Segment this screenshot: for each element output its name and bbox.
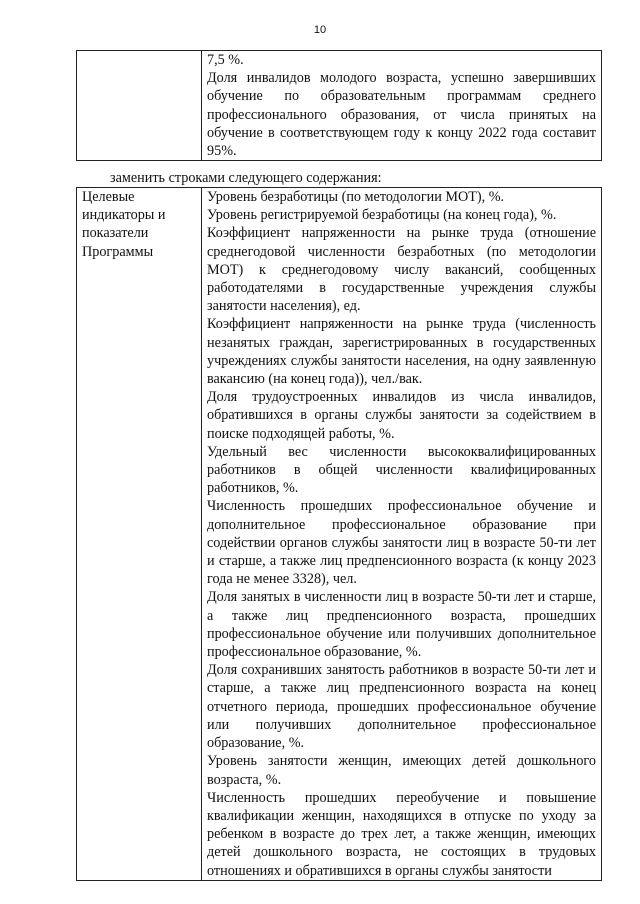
paragraph: 7,5 %.: [207, 52, 244, 68]
table-row: [77, 188, 602, 881]
indicator-item: Уровень безработицы (по методологии МОТ), %.: [207, 189, 505, 205]
indicator-item: Уровень занятости женщин, имеющих детей дошкольного возраста, %.: [207, 753, 596, 788]
table-row: [77, 51, 602, 161]
main-table: [76, 187, 602, 881]
indicator-item: Доля трудоустроенных инвалидов из числа инвалидов, обратившихся в органы службы занятости за содействием в поиске подходящей работы, %.: [207, 389, 596, 442]
page-number: 10: [313, 24, 327, 36]
indicator-item: Численность прошедших профессиональное обучение и дополнительное профессиональное образование при содействии органов службы занятости лиц в возрасте 50-ти лет и старше, а также лиц предпенсионного возраста (к концу 2023 года не менее 3328), чел.: [207, 498, 596, 588]
top-table: [76, 50, 602, 161]
indicator-list-cell: [202, 188, 602, 881]
indicator-item: Коэффициент напряженности на рынке труда (численность незанятых граждан, зарегистрированных в государственных учреждениях службы занятости населения, на одну заявленную вакансию (на конец года)), чел./вак.: [207, 316, 596, 388]
indicator-item: Коэффициент напряженности на рынке труда (отношение среднегодовой численности безработных (по методологии МОТ) к среднегодовому числу вакансий, сообщенных работодателями в государственные учреждения службы занятости населения), ед.: [207, 225, 596, 315]
replace-instruction: заменить строками следующего содержания:: [110, 170, 382, 186]
indicator-item: Доля занятых в численности лиц в возрасте 50-ти лет и старше, а также лиц предпенсионного возраста, прошедших профессиональное обучение или получивших дополнительное профессиональное образование, %.: [207, 589, 596, 661]
indicator-item: Доля сохранивших занятость работников в возрасте 50-ти лет и старше, а также лиц предпенсионного возраста на конец отчетного периода, прошедших профессиональное обучение или получивших дополнительное профессиональное образование, %.: [207, 662, 596, 752]
paragraph: Доля инвалидов молодого возраста, успешно завершивших обучение по образовательным программам среднего профессионального образования, от числа принятых на обучение в соответствующем году к концу 2022 года составит 95%.: [207, 70, 596, 160]
indicator-item: Численность прошедших переобучение и повышение квалификации женщин, находящихся в отпуске по уходу за ребенком в возрасте до трех лет, а также женщин, имеющих детей дошкольного возраста, не состоящих в трудовых отношениях и обратившихся в органы службы занятости: [207, 789, 596, 879]
indicator-label-cell: Целевые индикаторы и показатели Программы: [77, 188, 202, 881]
top-table-right-cell: [202, 51, 602, 161]
indicator-item: Удельный вес численности высококвалифицированных работников в общей численности квалифицированных работников, %.: [207, 443, 596, 497]
indicator-item: Уровень регистрируемой безработицы (на конец года), %.: [207, 207, 557, 224]
top-table-left-cell: [77, 51, 202, 161]
